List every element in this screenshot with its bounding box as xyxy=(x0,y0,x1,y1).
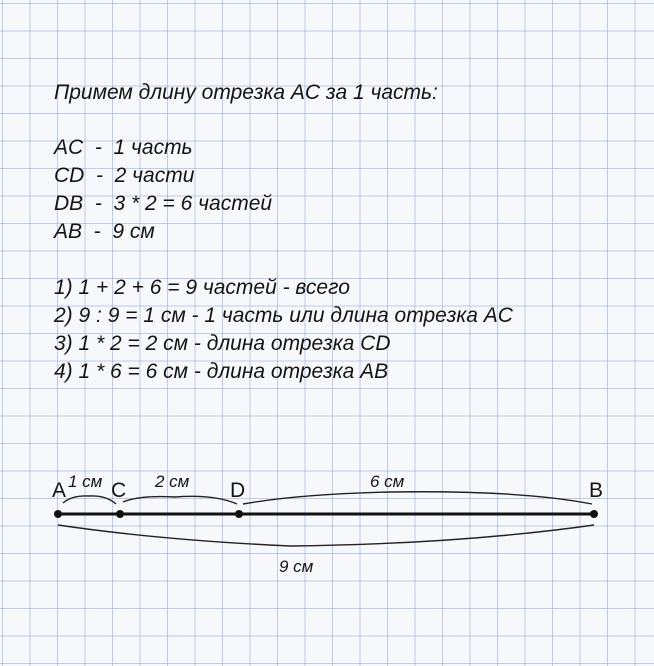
heading: Примем длину отрезка AC за 1 часть: xyxy=(54,81,438,104)
label-a: A xyxy=(52,479,67,502)
point-d xyxy=(235,510,243,518)
label-db-length: 6 см xyxy=(370,472,405,491)
step-4: 4) 1 * 6 = 6 см - длина отрезка AB xyxy=(54,360,389,383)
given-line-cd: CD - 2 части xyxy=(54,164,195,187)
label-c: C xyxy=(111,479,127,502)
given-line-ab: AB - 9 см xyxy=(54,220,155,243)
label-d: D xyxy=(230,479,246,502)
point-c xyxy=(116,510,124,518)
label-b: B xyxy=(589,479,604,502)
brace-db xyxy=(243,492,592,504)
brace-cd xyxy=(123,496,237,504)
step-2: 2) 9 : 9 = 1 см - 1 часть или длина отрезка AC xyxy=(54,304,513,327)
step-1: 1) 1 + 2 + 6 = 9 частей - всего xyxy=(54,276,350,299)
given-line-ac: AC - 1 часть xyxy=(54,136,193,159)
brace-ab xyxy=(58,525,594,546)
point-a xyxy=(54,510,62,518)
given-line-db: DB - 3 * 2 = 6 частей xyxy=(54,192,273,215)
step-3: 3) 1 * 2 = 2 см - длина отрезка CD xyxy=(54,332,391,355)
label-cd-length: 2 см xyxy=(155,472,190,491)
point-b xyxy=(590,510,598,518)
label-ac-length: 1 см xyxy=(68,472,103,491)
label-ab-length: 9 см xyxy=(279,557,314,576)
brace-ac xyxy=(63,496,116,504)
